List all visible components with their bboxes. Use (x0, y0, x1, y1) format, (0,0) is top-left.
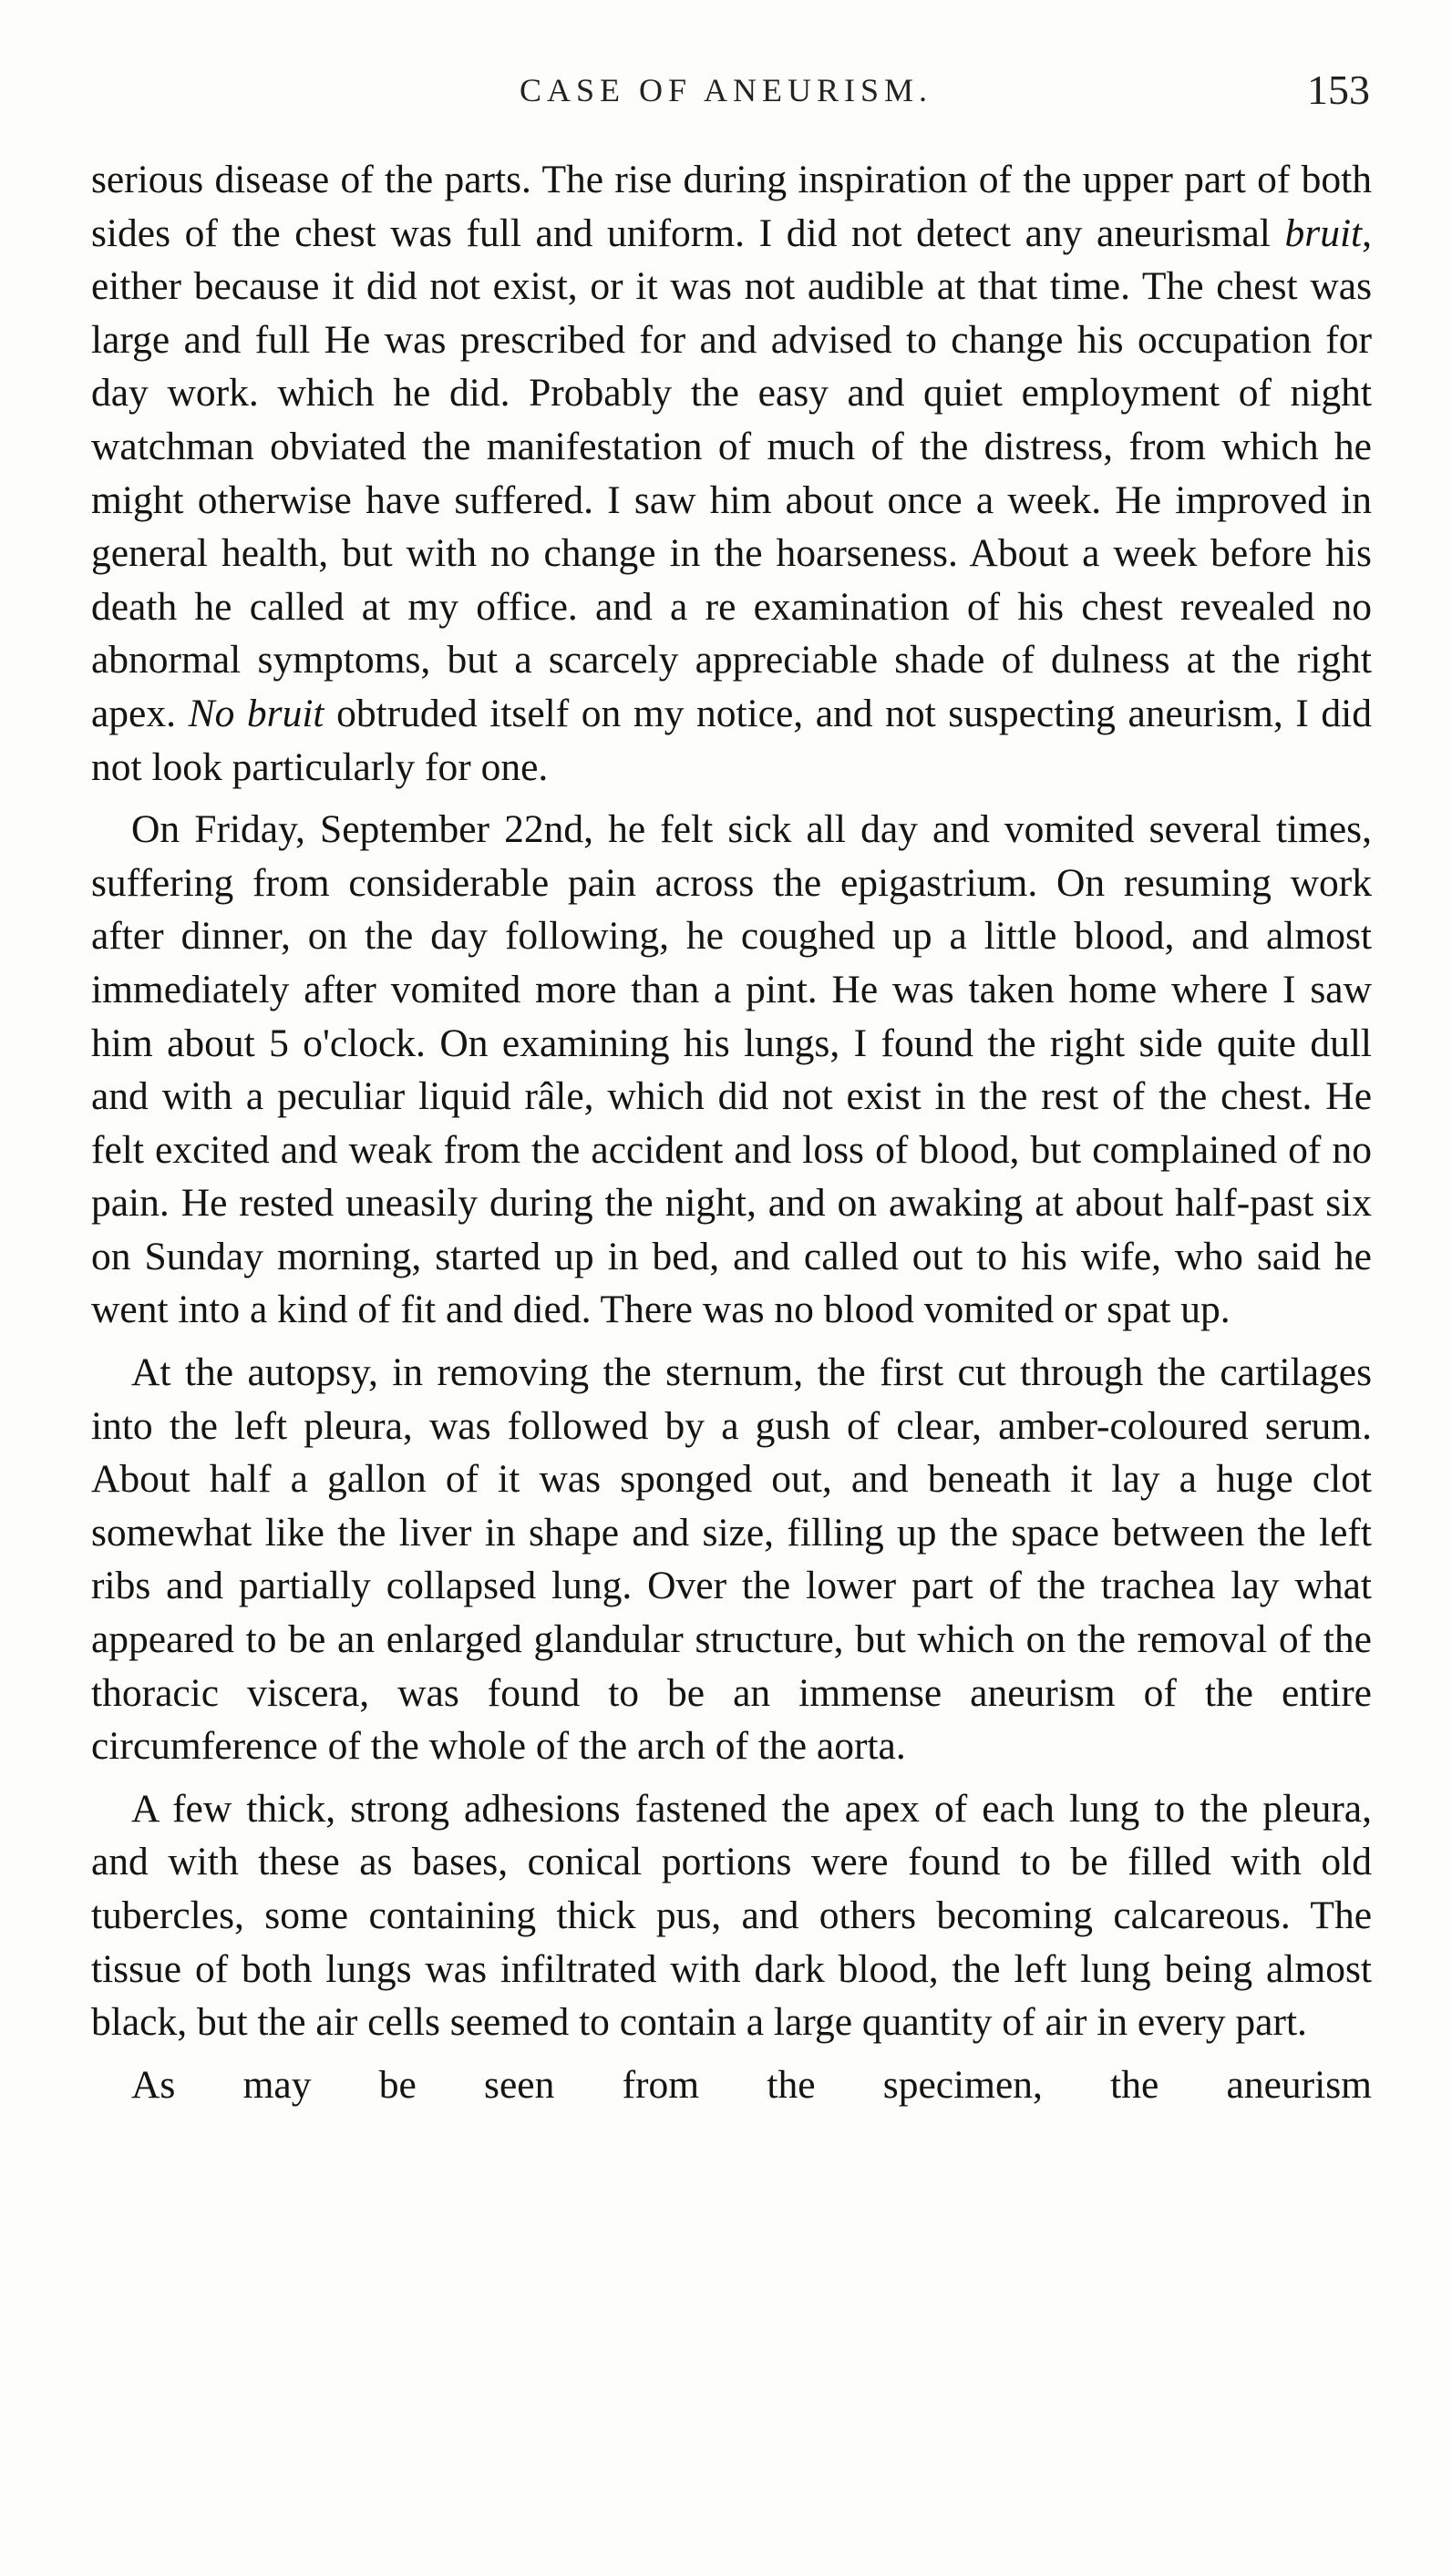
paragraph (91, 1346, 1372, 1773)
paragraph (91, 1782, 1372, 2049)
text-segment: obtruded itself on my notice, and not suspecting aneurism, I did not look particularly for one. (91, 691, 1372, 789)
paragraph-continued (91, 153, 1372, 794)
paragraph-continues (91, 2058, 1372, 2112)
text-segment: On Friday, September 22nd, he felt sick all day and vomited several times, suffering from considerable pain across the epigastrium. On resuming work after dinner, on the day following, he coughed up a little blood, and almost immediately after vomited more than a pint. He was taken home where I saw him about 5 o'clock. On examining his lungs, I found the right side quite dull and with a peculiar liquid râle, which did not exist in the rest of the chest. He felt excited and weak from the accident and loss of blood, but complained of no pain. He rested uneasily during the night, and on awaking at about half-past six on Sunday morning, started up in bed, and called out to his wife, who said he went into a kind of fit and died. There was no blood vomited or spat up. (91, 807, 1372, 1332)
italic-term: No bruit (188, 691, 324, 735)
body-text (91, 153, 1372, 2120)
running-title: CASE OF ANEURISM. (519, 72, 933, 108)
text-segment: , either because it did not exist, or it was not audible at that time. The chest was large and full He was prescribed for and advised to change his occupation for day work. which he did. Probably the easy and quiet employment of night watchman obviated the manifestation of much of the distress, from which he might otherwise have suffered. I saw him about once a week. He improved in general health, but with no change in the hoarseness. About a week before his death he called at my office. and a re examination of his chest revealed no abnormal symptoms, but a scarcely appreciable shade of dulness at the right apex. (91, 210, 1372, 735)
italic-term: bruit (1284, 210, 1363, 255)
running-head (0, 64, 1452, 118)
paragraph (91, 803, 1372, 1337)
text-segment: A few thick, strong adhesions fastened the apex of each lung to the pleura, and with these as bases, conical portions were found to be filled with old tubercles, some containing thick pus, and others becoming calcareous. The tissue of both lungs was infiltrated with dark blood, the left lung being almost black, but the air cells seemed to contain a large quantity of air in every part. (91, 1786, 1372, 2045)
text-segment: At the autopsy, in removing the sternum, the first cut through the cartilages into the left pleura, was followed by a gush of clear, amber-coloured serum. About half a gallon of it was sponged out, and beneath it lay a huge clot somewhat like the liver in shape and size, filling up the space between the left ribs and partially collapsed lung. Over the lower part of the trachea lay what appeared to be an enlarged glandular structure, but which on the removal of the thoracic viscera, was found to be an immense aneurism of the entire circumference of the whole of the arch of the aorta. (91, 1350, 1372, 1769)
page-number: 153 (1307, 67, 1370, 113)
text-segment: As may be seen from the specimen, the aneurism (131, 2062, 1372, 2107)
text-segment: serious disease of the parts. The rise during inspiration of the upper part of both sides of the chest was full and uniform. I did not detect any aneurismal (91, 158, 1372, 255)
